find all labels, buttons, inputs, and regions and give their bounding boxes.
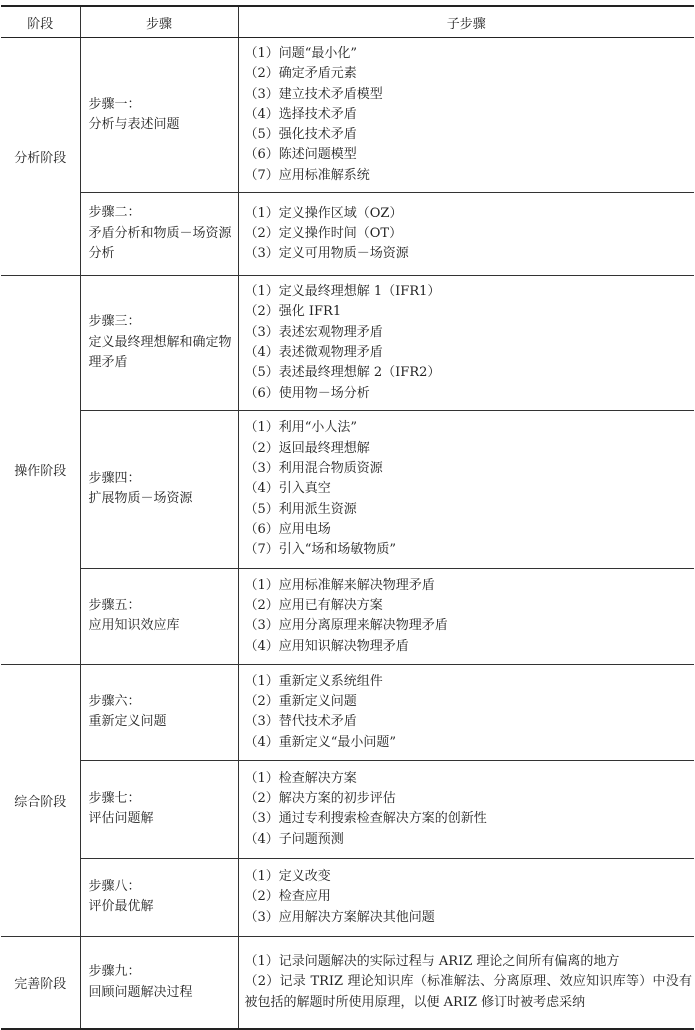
- substep-item: （2）解决方案的初步评估: [244, 791, 396, 807]
- substep-item: （5）表述最终理想解 2（IFR2）: [244, 365, 441, 381]
- substep-item: （1）利用“小人法”: [244, 420, 358, 436]
- step-title: 重新定义问题: [88, 714, 167, 730]
- step-label: 步骤五：: [88, 597, 141, 613]
- substep-item: （6）陈述问题模型: [244, 147, 357, 163]
- substep-item: （3）通过专利搜索检查解决方案的创新性: [244, 811, 487, 827]
- step-title: 矛盾分析和物质－场资源分析: [88, 225, 232, 262]
- substep-item: （1）检查解决方案: [244, 770, 357, 786]
- step-title: 应用知识效应库: [88, 618, 180, 634]
- ariz-steps-table: [1, 5, 694, 1030]
- step-cell-1: [80, 38, 238, 193]
- step-label: 步骤四：: [88, 470, 141, 486]
- substep-item: （4）表述微观物理矛盾: [244, 344, 383, 360]
- substeps-cell-2: [238, 193, 694, 276]
- step-cell-9: [80, 936, 238, 1029]
- substep-item: （7）引入“场和场敏物质”: [244, 542, 397, 558]
- substep-item: （5）利用派生资源: [244, 501, 357, 517]
- step-label: 步骤八：: [88, 878, 141, 894]
- stage-cell-synthesis: 综合阶段: [1, 664, 80, 936]
- step-cell-3: [80, 276, 238, 411]
- step-cell-7: [80, 760, 238, 858]
- table-row: [1, 410, 694, 568]
- step-title: 定义最终理想解和确定物理矛盾: [88, 334, 232, 371]
- stage-cell-refinement: 完善阶段: [1, 936, 80, 1029]
- step-title: 分析与表述问题: [88, 117, 180, 133]
- substep-item: （3）应用解决方案解决其他问题: [244, 909, 435, 925]
- substep-item: （6）应用电场: [244, 521, 331, 537]
- substeps-cell-1: [238, 38, 694, 193]
- substeps-cell-6: [238, 664, 694, 760]
- step-title: 评价最优解: [88, 899, 154, 915]
- substep-item: （2）检查应用: [244, 889, 331, 905]
- substeps-cell-5: [238, 568, 694, 664]
- table-row: [1, 568, 694, 664]
- substep-item: （5）强化技术矛盾: [244, 127, 357, 143]
- substep-item: （3）表述宏观物理矛盾: [244, 324, 383, 340]
- step-label: 步骤一：: [88, 96, 141, 112]
- substep-item: （2）确定矛盾元素: [244, 66, 357, 82]
- substep-item: （1）记录问题解决的实际过程与 ARIZ 理论之间所有偏离的地方: [244, 954, 620, 970]
- substep-item: （2）返回最终理想解: [244, 440, 370, 456]
- table-row: [1, 38, 694, 193]
- step-title: 评估问题解: [88, 811, 154, 827]
- substep-item: （3）应用分离原理来解决物理矛盾: [244, 618, 448, 634]
- step-label: 步骤三：: [88, 314, 141, 330]
- table-row: [1, 276, 694, 411]
- substep-item: （4）应用知识解决物理矛盾: [244, 638, 409, 654]
- substep-item: （6）使用物－场分析: [244, 385, 370, 401]
- substeps-cell-4: [238, 410, 694, 568]
- substep-item: （1）应用标准解来解决物理矛盾: [244, 577, 435, 593]
- substeps-cell-3: [238, 276, 694, 411]
- table-row: [1, 760, 694, 858]
- substep-item: （2）定义操作时间（OT）: [244, 225, 403, 241]
- step-label: 步骤六：: [88, 693, 141, 709]
- substep-item: （3）利用混合物质资源: [244, 460, 383, 476]
- substep-item: （2）强化 IFR1: [244, 304, 342, 320]
- stage-cell-operation: 操作阶段: [1, 276, 80, 665]
- substep-item: （1）问题“最小化”: [244, 46, 358, 61]
- step-label: 步骤二：: [88, 205, 141, 221]
- substep-item: （7）应用标准解系统: [244, 167, 370, 183]
- step-title: 扩展物质－场资源: [88, 491, 193, 507]
- step-cell-5: [80, 568, 238, 664]
- table-row: [1, 936, 694, 1029]
- substep-item: （3）替代技术矛盾: [244, 714, 357, 730]
- substep-item: （4）子问题预测: [244, 831, 344, 847]
- header-substeps: 子步骤: [238, 6, 694, 38]
- substeps-cell-8: [238, 858, 694, 936]
- substep-item: （3）定义可用物质－场资源: [244, 246, 409, 262]
- substep-item: （1）重新定义系统组件: [244, 673, 383, 689]
- substeps-cell-7: [238, 760, 694, 858]
- substep-item: （4）选择技术矛盾: [244, 106, 357, 122]
- substep-item: （3）建立技术矛盾模型: [244, 86, 383, 102]
- table-row: [1, 858, 694, 936]
- step-cell-4: [80, 410, 238, 568]
- substep-item: （1）定义改变: [244, 868, 331, 884]
- step-title: 回顾问题解决过程: [88, 984, 193, 1000]
- table-row: [1, 193, 694, 276]
- step-cell-6: [80, 664, 238, 760]
- header-step: 步骤: [80, 6, 238, 38]
- substep-item: （4）重新定义“最小问题”: [244, 734, 397, 750]
- step-cell-8: [80, 858, 238, 936]
- substep-item: （2）重新定义问题: [244, 694, 357, 710]
- step-cell-2: [80, 193, 238, 276]
- substep-item: （1）定义最终理想解 1（IFR1）: [244, 284, 441, 300]
- substep-item: （2）应用已有解决方案: [244, 598, 383, 614]
- table-header-row: [1, 6, 694, 38]
- stage-cell-analysis: 分析阶段: [1, 38, 80, 276]
- step-label: 步骤九：: [88, 964, 141, 980]
- step-label: 步骤七：: [88, 790, 141, 806]
- header-stage: 阶段: [1, 6, 80, 38]
- substep-item: （4）引入真空: [244, 481, 331, 497]
- substeps-cell-9: [238, 936, 694, 1029]
- substep-item: （2）记录 TRIZ 理论知识库（标准解法、分离原理、效应知识库等）中没有被包括的解题时所使用原理，以便 ARIZ 修订时被考虑采纳: [244, 974, 692, 1010]
- substep-item: （1）定义操作区域（OZ）: [244, 205, 403, 221]
- table-row: [1, 664, 694, 760]
